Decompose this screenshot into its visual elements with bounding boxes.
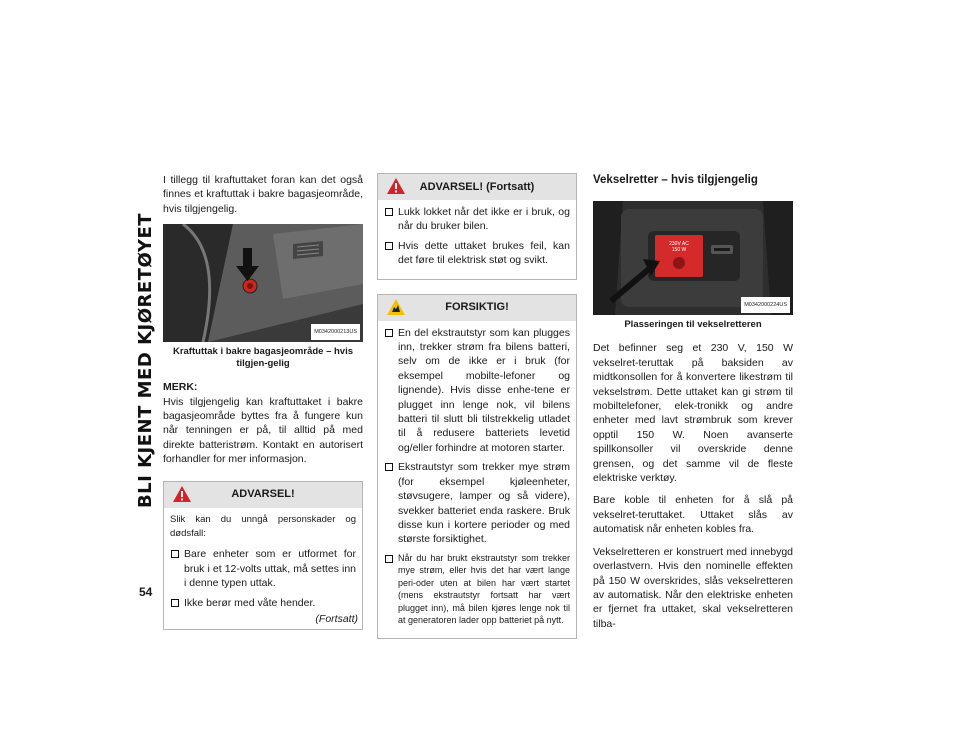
body-paragraph: Det befinner seg et 230 V, 150 W vekselret-teruttak på baksiden av midtkonsollen for å konvertere likestrøm til vekselstrøm. Dette uttaket kan gi strøm til mobiltelefoner, elek-tronikk og andre enheter med lavt strømbruk som krever opptil 150 W. Noen avanserte spillkonsoller vil overskride denne grensen, og det samme vil de fleste elektriske verktøy. <box>593 342 793 485</box>
warning-box <box>163 481 363 630</box>
checkbox-bullet-icon <box>171 550 179 558</box>
chapter-title: BLI KJENT MED KJØRETØYET <box>135 212 157 508</box>
warning-header <box>164 482 362 508</box>
checkbox-bullet-icon <box>385 463 393 471</box>
warning-item: Ikke berør med våte hender. <box>170 596 356 610</box>
image-caption: Kraftuttak i bakre bagasjeområde – hvis tilgjen-gelig <box>172 346 354 370</box>
caution-hand-icon <box>386 298 406 316</box>
warning-item: Bare enheter som er utformet for bruk i et 12-volts uttak, må settes inn i denne typen uttak. <box>170 547 356 590</box>
chapter-sidebar <box>134 160 158 560</box>
panel-label-power: 150 W <box>671 247 687 254</box>
image-caption: Plasseringen til vekselretteren <box>624 319 762 331</box>
body-paragraph: Vekselretteren er konstruert med innebygd overlastvern. Hvis den nominelle effekten på 150 W overskrides, slås vekselretteren av automatisk. Når den elektriske enheten er fjernet fra uttaket, skal vekselretteren tilba- <box>593 545 793 630</box>
warning-item: Hvis dette uttaket brukes feil, kan det føre til elektrisk støt og svikt. <box>384 239 570 268</box>
warning-triangle-icon <box>172 485 192 503</box>
warning-triangle-icon <box>386 177 406 195</box>
note-label: MERK: <box>163 381 198 394</box>
caution-header <box>378 295 576 321</box>
checkbox-bullet-icon <box>385 208 393 216</box>
cargo-power-outlet-photo <box>163 224 363 342</box>
warning-title: ADVARSEL! <box>231 488 295 501</box>
caution-item: Ekstrautstyr som trekker mye strøm (for eksempel kjøleenheter, støvsugere, lamper og så videre), svekker batteriet enda raskere. Bruk disse kun i kortere perioder og med største forsiktighet. <box>384 460 570 546</box>
warning-intro: Slik kan du unngå personskader og dødsfall: <box>170 513 356 540</box>
caution-item: En del ekstrautstyr som kan plugges inn, trekker strøm fra bilens batteri, selv om de ikke er i bruk (for eksempel mobilte-lefoner og lignende). Hvis disse enhe-tene er plugget inn lenge nok, vil bilens batteri til slutt bli tilstrekkelig utladet til å redusere batteriets levetid og/eller forhindre at motoren starter. <box>384 326 570 456</box>
page-number: 54 <box>139 585 153 599</box>
note-text: Hvis tilgjengelig kan kraftuttaket i bakre bagasjeområde byttes fra å fungere kun når tenningen er på, til alltid på med direkte batteristrøm. Kontakt en autorisert forhandler for mer informasjon. <box>163 395 363 466</box>
warning-continued-header <box>378 174 576 200</box>
image-code: M0342000213US <box>311 324 360 340</box>
checkbox-bullet-icon <box>385 329 393 337</box>
image-code: M0342000224US <box>741 297 790 313</box>
column-middle <box>377 173 577 639</box>
caution-item: Når du har brukt ekstrautstyr som trekker mye strøm, eller hvis det har vært lange peri-oder uten at bilen har vært startet (mens ekstrautstyr fortsatt har vært plugget inn), må bilen kjøres lenge nok til at generatoren lader opp batteriet på nytt. <box>384 552 570 627</box>
continued-label: (Fortsatt) <box>315 612 358 625</box>
column-left <box>163 173 363 630</box>
inverter-location-photo <box>593 201 793 315</box>
warning-continued-box <box>377 173 577 280</box>
panel-label-voltage: 230V AC <box>669 241 689 248</box>
warning-continued-title: ADVARSEL! (Fortsatt) <box>419 180 535 193</box>
checkbox-bullet-icon <box>171 599 179 607</box>
warning-item: Lukk lokket når det ikke er i bruk, og når du bruker bilen. <box>384 205 570 234</box>
caution-box <box>377 294 577 639</box>
section-heading: Vekselretter – hvis tilgjengelig <box>593 174 758 186</box>
column-right <box>593 173 793 639</box>
checkbox-bullet-icon <box>385 242 393 250</box>
caution-title: FORSIKTIG! <box>445 301 509 314</box>
intro-paragraph: I tillegg til kraftuttaket foran kan det også finnes et kraftuttak i bakre bagasjeområde, hvis tilgjengelig. <box>163 174 363 215</box>
checkbox-bullet-icon <box>385 555 393 563</box>
body-paragraph: Bare koble til enheten for å slå på vekselret-teruttaket. Uttaket slås av automatisk når enheten kobles fra. <box>593 494 793 536</box>
